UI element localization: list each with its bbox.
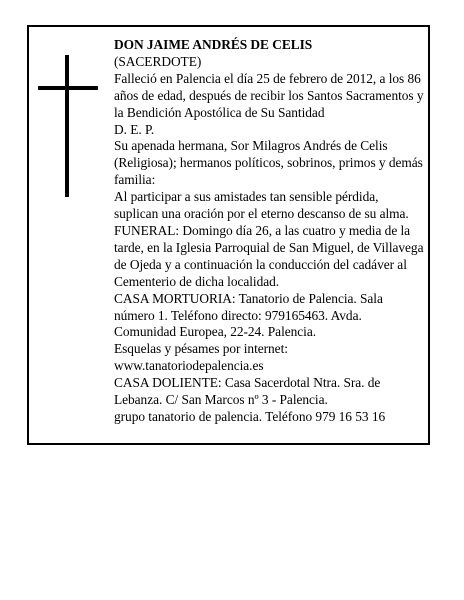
family-residence: CASA DOLIENTE: Casa Sacerdotal Ntra. Sra. de Lebanza. C/ San Marcos nº 3 - Palencia. [114,375,381,408]
deceased-title: (SACERDOTE) [114,53,202,69]
deceased-name: DON JAIME ANDRÉS DE CELIS [114,37,313,52]
prayer-request: Al participar a sus amistades tan sensible pérdida, suplican una oración por el eterno descanso de su alma. [114,189,409,222]
death-announcement: Falleció en Palencia el día 25 de febrero de 2012, a los 86 años de edad, después de recibir los Santos Sacramentos y la Bendición Apostólica de Su Santidad [114,70,424,120]
online-condolences-label: Esquelas y pésames por internet: [114,341,288,357]
cross-icon [38,55,98,197]
funeral-home-details: CASA MORTUORIA: Tanatorio de Palencia. Sala número 1. Teléfono directo: 979165463. Avda. Comunidad Europea, 22-24. Palencia. [114,290,383,340]
cross-horizontal-bar [38,86,98,90]
contact-phone: grupo tanatorio de palencia. Teléfono 979 16 53 16 [114,408,386,424]
funeral-details: FUNERAL: Domingo día 26, a las cuatro y media de la tarde, en la Iglesia Parroquial de San Miguel, de Villavega de Ojeda y a continuación la conducción del cadáver al Cementerio de dicha localidad. [114,222,424,289]
condolences-website: www.tanatoriodepalencia.es [114,358,264,374]
family-mourners: Su apenada hermana, Sor Milagros Andrés de Celis (Religiosa); hermanos políticos, sobrinos, primos y demás familia: [114,138,423,188]
rest-in-peace: D. E. P. [114,121,155,137]
cross-vertical-bar [65,55,69,197]
obituary-text [114,37,424,426]
